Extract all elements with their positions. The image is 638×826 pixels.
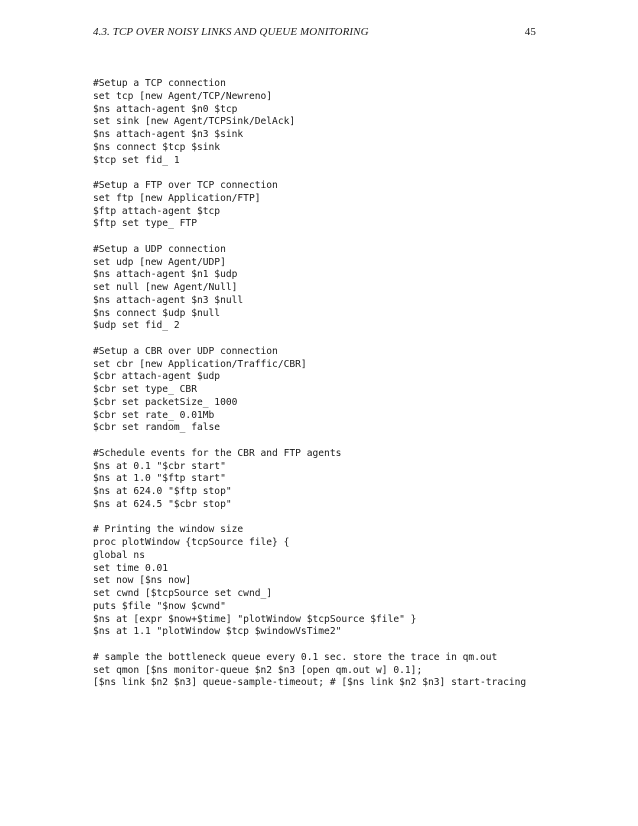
code-line: set time 0.01 [93, 562, 169, 574]
code-line: $ns attach-agent $n3 $sink [93, 129, 244, 140]
code-line: set cwnd [$tcpSource set cwnd_] [93, 588, 273, 599]
code-line: set tcp [new Agent/TCP/Newreno] [93, 90, 273, 102]
code-line: set cbr [new Application/Traffic/CBR] [93, 358, 307, 370]
code-line: $cbr set packetSize_ 1000 [93, 396, 238, 408]
code-line: $ns attach-agent $n0 $tcp [93, 103, 238, 115]
code-line: $cbr attach-agent $udp [93, 371, 221, 383]
code-line: $ns attach-agent $n1 $udp [93, 269, 238, 281]
code-block [93, 244, 533, 333]
code-line: set sink [new Agent/TCPSink/DelAck] [93, 116, 296, 128]
code-line: [$ns link $n2 $n3] queue-sample-timeout; # [$ns link $n2 $n3] start-tracing [93, 677, 527, 689]
code-comment-line: #Setup a CBR over UDP connection [93, 345, 278, 357]
code-line: $cbr set type_ CBR [93, 384, 197, 395]
code-comment-line: # Printing the window size [93, 524, 244, 536]
code-line: $ns connect $udp $null [93, 307, 221, 319]
code-block [93, 448, 533, 512]
section-title: 4.3. TCP OVER NOISY LINKS AND QUEUE MONITORING [93, 26, 369, 38]
code-line: $ns at 624.5 "$cbr stop" [93, 498, 232, 510]
code-block [93, 524, 533, 639]
code-line: $tcp set fid_ 1 [93, 154, 180, 166]
code-line: $ns at [expr $now+$time] "plotWindow $tcpSource $file" } [93, 613, 417, 625]
code-line: $ftp set type_ FTP [93, 218, 197, 230]
code-line: set udp [new Agent/UDP] [93, 256, 226, 268]
code-line: set qmon [$ns monitor-queue $n2 $n3 [open qm.out w] 0.1]; [93, 664, 423, 676]
code-line: $ns at 624.0 "$ftp stop" [93, 486, 232, 497]
code-line: set now [$ns now] [93, 575, 192, 587]
code-line: $cbr set random_ false [93, 422, 221, 434]
code-line: global ns [93, 549, 145, 561]
code-line: $ns at 1.1 "plotWindow $tcp $windowVsTime2" [93, 626, 342, 638]
code-block [93, 78, 533, 167]
code-listing [93, 78, 533, 703]
code-block [93, 346, 533, 435]
code-comment-line: #Setup a FTP over TCP connection [93, 180, 278, 191]
code-line: puts $file "$now $cwnd" [93, 600, 226, 612]
code-line: $ns attach-agent $n3 $null [93, 294, 244, 306]
code-line: $cbr set rate_ 0.01Mb [93, 409, 215, 421]
page-number: 45 [524, 26, 536, 38]
code-line: $udp set fid_ 2 [93, 320, 180, 332]
code-line: $ftp attach-agent $tcp [93, 205, 221, 217]
running-header [93, 26, 536, 42]
code-line: $ns connect $tcp $sink [93, 141, 221, 153]
code-line: set null [new Agent/Null] [93, 282, 238, 293]
code-comment-line: #Setup a TCP connection [93, 78, 226, 89]
code-line: proc plotWindow {tcpSource file} { [93, 537, 290, 548]
code-comment-line: #Setup a UDP connection [93, 243, 226, 255]
code-comment-line: #Schedule events for the CBR and FTP agents [93, 447, 342, 459]
code-block [93, 652, 533, 690]
code-block [93, 180, 533, 231]
code-line: $ns at 0.1 "$cbr start" [93, 460, 226, 472]
code-line: $ns at 1.0 "$ftp start" [93, 473, 226, 485]
code-comment-line: # sample the bottleneck queue every 0.1 sec. store the trace in qm.out [93, 651, 498, 663]
code-line: set ftp [new Application/FTP] [93, 192, 261, 204]
